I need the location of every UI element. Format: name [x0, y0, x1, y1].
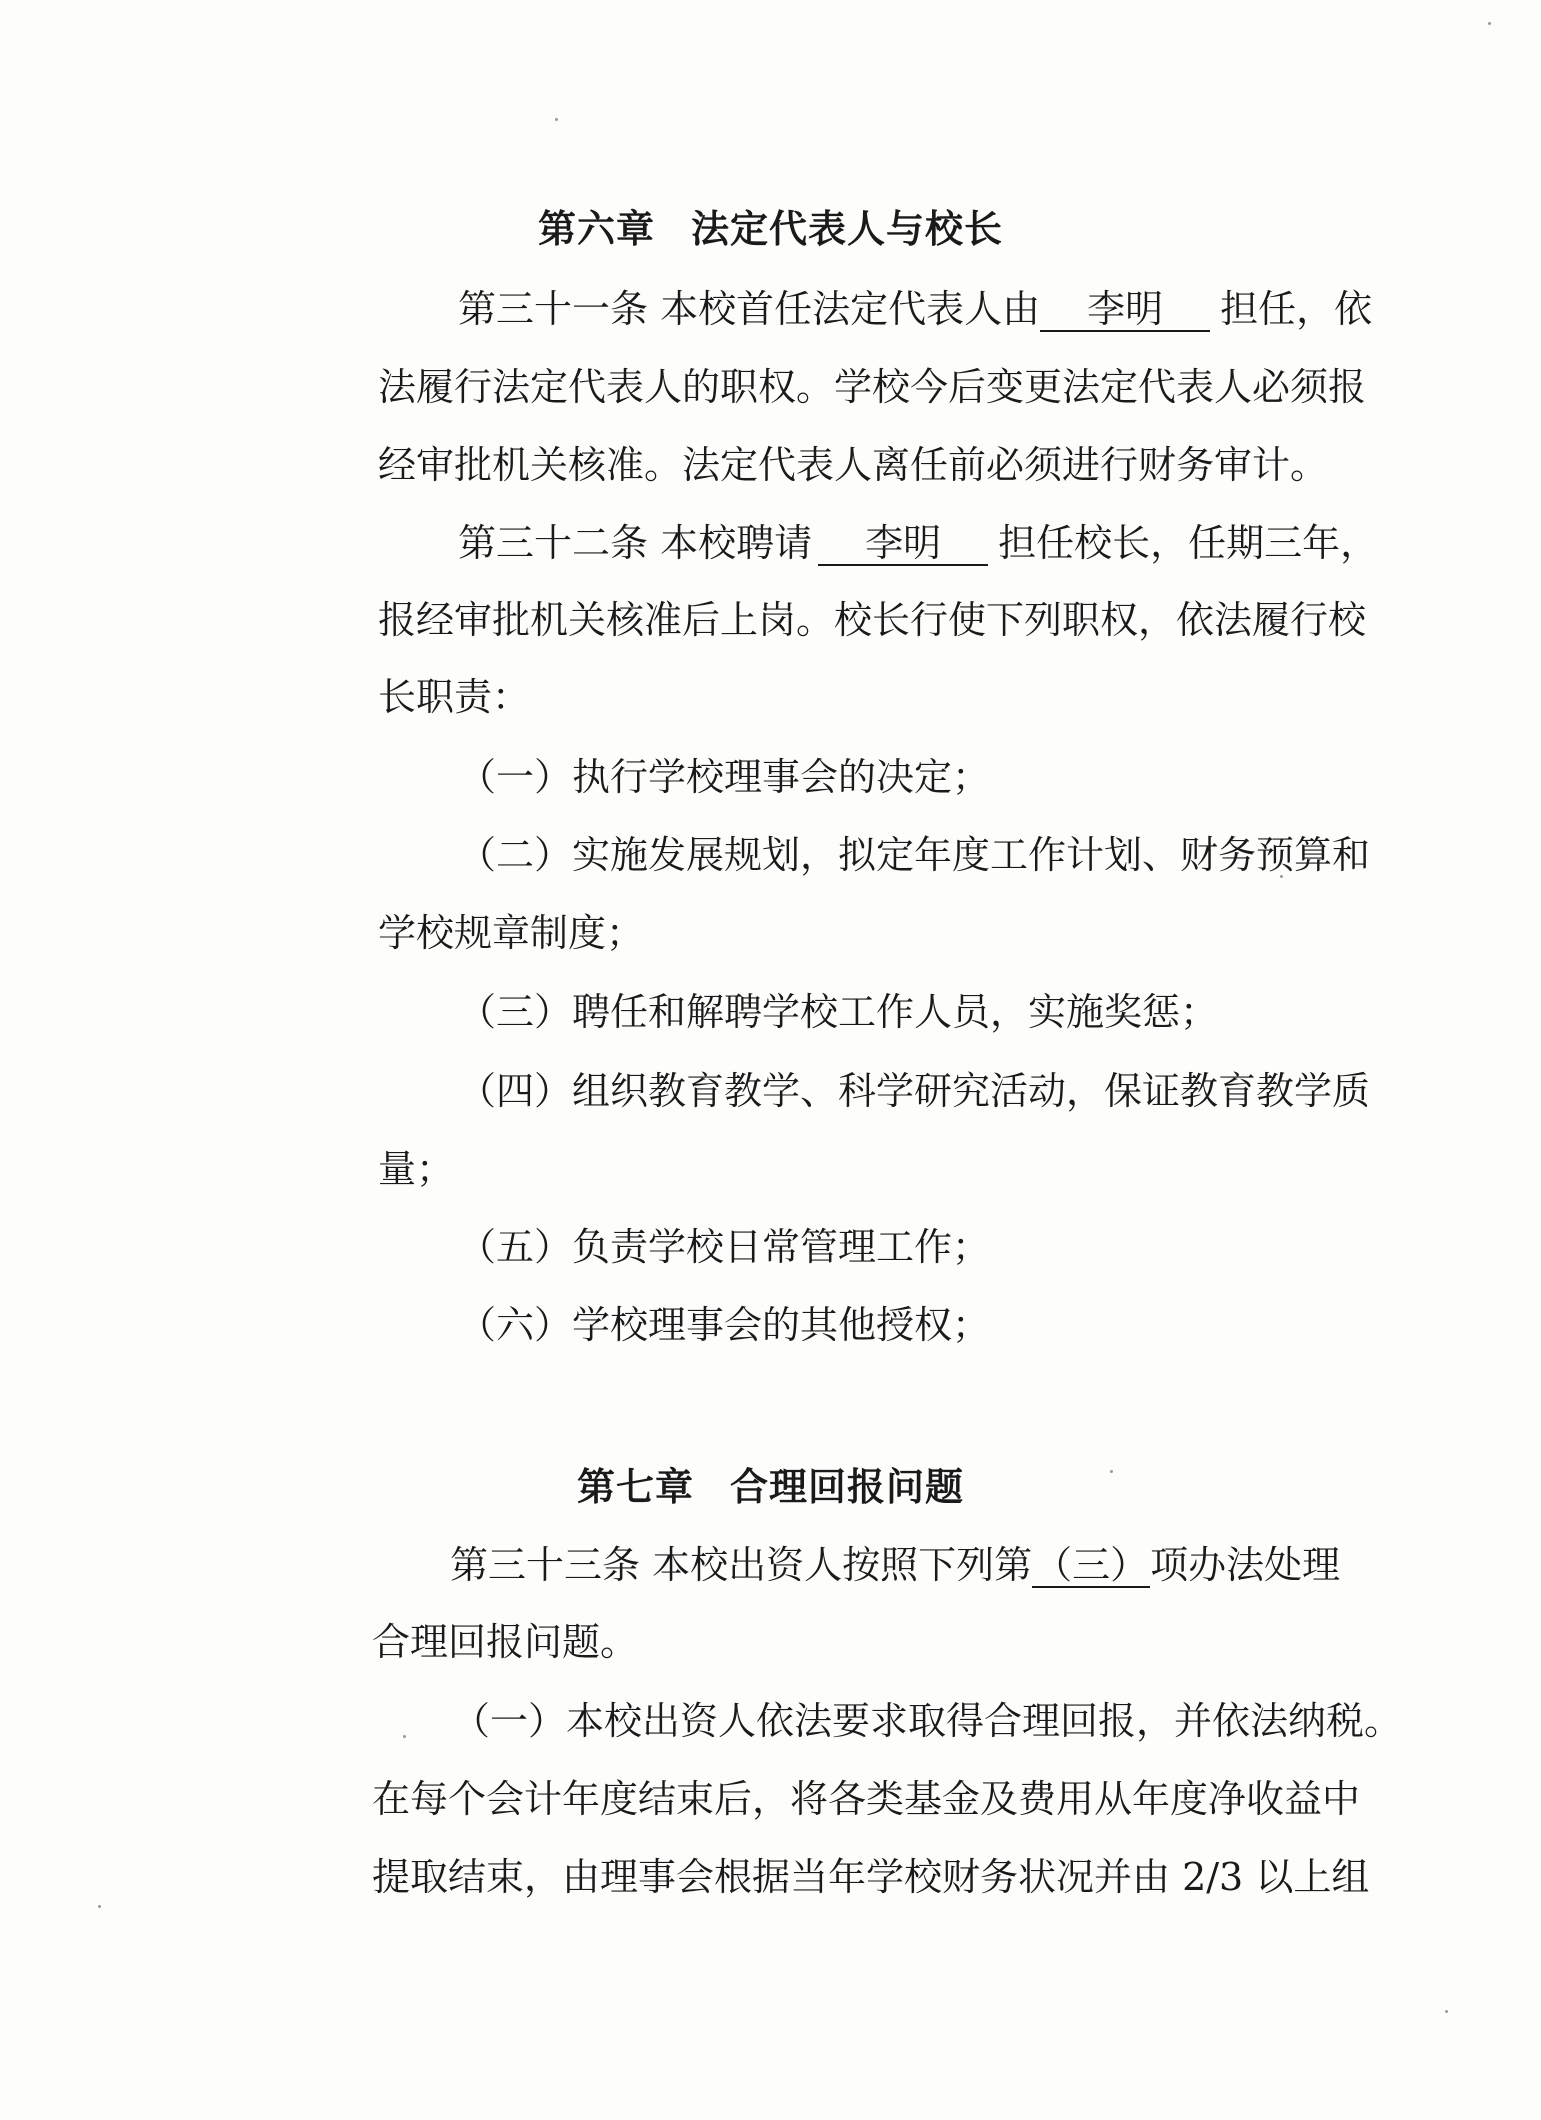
para1-line2: 在每个会计年度结束后，将各类基金及费用从年度净收益中 — [372, 1777, 1361, 1821]
list-item: （五）负责学校日常管理工作； — [458, 1225, 991, 1269]
para1-line1: （一）本校出资人依法要求取得合理回报，并依法纳税。 — [452, 1699, 1403, 1743]
art33-prefix: 第三十三条 本校出资人按照下列第 — [450, 1543, 1033, 1587]
art32-principal-name: 李明 — [818, 522, 988, 566]
chapter6-number: 第六章 — [537, 207, 655, 251]
art33-suffix: 项办法处理 — [1150, 1543, 1341, 1587]
art31-line3: 经审批机关核准。法定代表人离任前必须进行财务审计。 — [378, 443, 1329, 487]
art33-option: （三） — [1034, 1543, 1149, 1587]
chapter7-number: 第七章 — [576, 1465, 694, 1509]
list-item: 学校规章制度； — [378, 911, 645, 955]
list-item: （四）组织教育教学、科学研究活动，保证教育教学质 — [458, 1069, 1371, 1113]
chapter6-title: 法定代表人与校长 — [691, 207, 1004, 251]
art31-prefix: 第三十一条 本校首任法定代表人由 — [458, 287, 1041, 331]
art31-suffix: 担任，依 — [1220, 287, 1373, 331]
art32-line3: 长职责： — [378, 675, 531, 719]
scan-speck — [555, 118, 558, 121]
scan-speck — [1488, 22, 1491, 25]
art32-prefix: 第三十二条 本校聘请 — [458, 521, 813, 565]
list-item: （三）聘任和解聘学校工作人员，实施奖惩； — [458, 990, 1219, 1034]
art31-representative-name: 李明 — [1040, 288, 1210, 332]
art31-line1 — [458, 284, 1372, 334]
art32-line1 — [458, 518, 1378, 568]
scan-speck — [98, 1905, 101, 1908]
chapter7-title: 合理回报问题 — [730, 1465, 965, 1509]
art32-suffix: 担任校长，任期三年， — [998, 521, 1379, 565]
list-item: （六）学校理事会的其他授权； — [458, 1303, 991, 1347]
art32-line2: 报经审批机关核准后上岗。校长行使下列职权，依法履行校 — [378, 598, 1367, 642]
list-item: （一）执行学校理事会的决定； — [458, 755, 991, 799]
chapter7-heading — [0, 1462, 1541, 1512]
list-item: 量； — [378, 1147, 455, 1191]
scan-speck — [1445, 2010, 1448, 2013]
art33-line2: 合理回报问题。 — [372, 1620, 639, 1664]
art33-line1 — [450, 1540, 1340, 1590]
chapter6-heading — [0, 204, 1541, 254]
para1-line3: 提取结束，由理事会根据当年学校财务状况并由 2/3 以上组 — [372, 1855, 1370, 1899]
art31-line2: 法履行法定代表人的职权。学校今后变更法定代表人必须报 — [378, 365, 1367, 409]
list-item: （二）实施发展规划，拟定年度工作计划、财务预算和 — [458, 833, 1371, 877]
scan-speck — [403, 1735, 406, 1738]
